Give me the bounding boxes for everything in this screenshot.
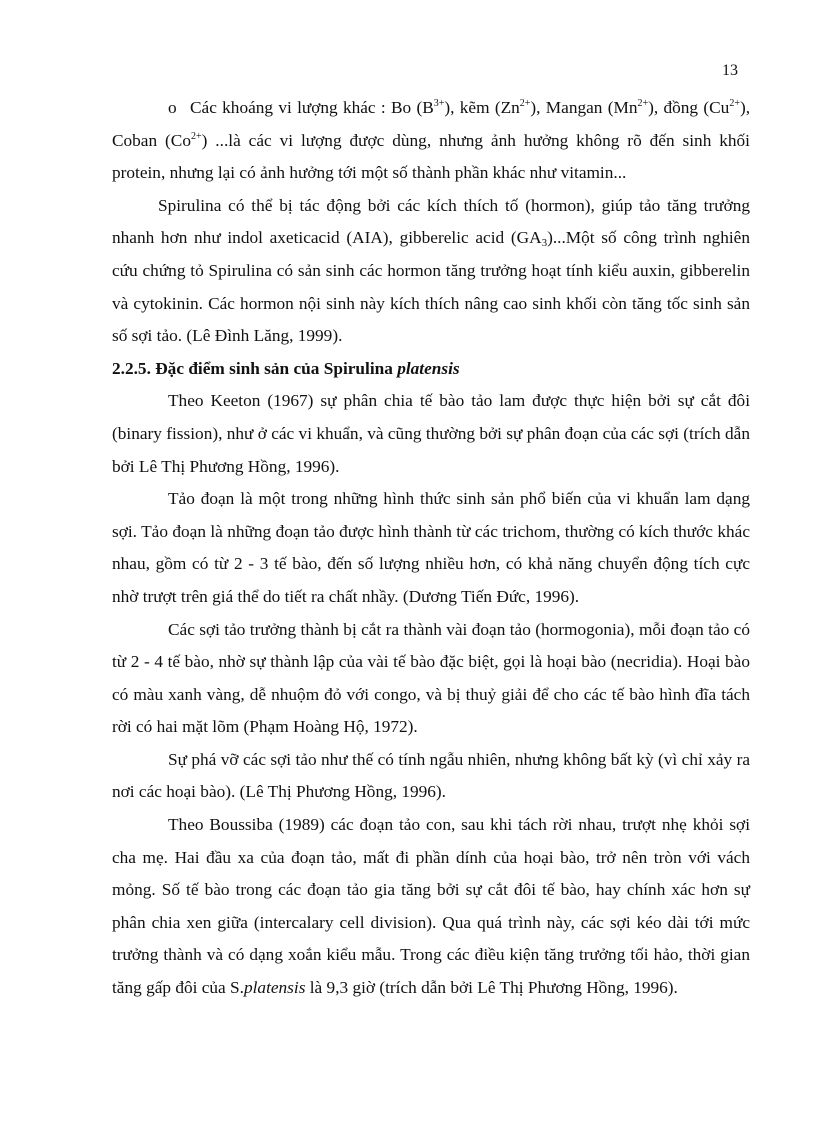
paragraph: Sự phá vỡ các sợi tảo như thế có tính ngẫu nhiên, nhưng không bất kỳ (vì chỉ xảy ra nơi các hoại bào). (Lê Thị Phương Hồng, 1996). bbox=[112, 749, 750, 802]
paragraph-boussiba: Theo Boussiba (1989) các đoạn tảo con, sau khi tách rời nhau, trượt nhẹ khỏi sợi cha mẹ. Hai đầu xa của đoạn tảo, mất đi phần dính của hoại bào, trở nên tròn với vách mỏng. Số tế bào trong các đoạn tảo gia tăng bởi sự cắt đôi tế bào, hay chính xác hơn sự phân chia xen giữa (intercalary cell division). Qua quá trình này, các sợi kéo dài tới mức trưởng thành và có dạng xoắn kiểu mẫu. Trong các điều kiện tăng trưởng tối hảo, thời gian tăng gấp đôi của S.platensis là 9,3 giờ (trích dẫn bởi Lê Thị Phương Hồng, 1996). bbox=[112, 815, 750, 998]
paragraph: Tảo đoạn là một trong những hình thức sinh sản phổ biến của vi khuẩn lam dạng sợi. Tảo đoạn là những đoạn tảo được hình thành từ các trichom, thường có kích thước khác nhau, gồm có từ 2 - 3 tế bào, đến số lượng nhiều hơn, có khả năng chuyển động tích cực nhờ trượt trên giá thể do tiết ra chất nhầy. (Dương Tiến Đức, 1996). bbox=[112, 489, 750, 606]
paragraph: Các sợi tảo trưởng thành bị cắt ra thành vài đoạn tảo (hormogonia), mỗi đoạn tảo có từ 2 - 4 tế bào, nhờ sự thành lập của vài tế bào đặc biệt, gọi là hoại bào (necridia). Hoại bào có màu xanh vàng, dễ nhuộm đỏ với congo, và bị thuỷ giải để cho các tế bào hình đĩa tách rời có hai mặt lõm (Phạm Hoàng Hộ, 1972). bbox=[112, 619, 750, 737]
paragraph: Theo Keeton (1967) sự phân chia tế bào tảo lam được thực hiện bởi sự cắt đôi (binary fission), như ở các vi khuẩn, và cũng thường bởi sự phân đoạn của các sợi (trích dẫn bởi Lê Thị Phương Hồng, 1996). bbox=[112, 391, 750, 476]
document-body bbox=[112, 92, 750, 1005]
section-heading: 2.2.5. Đặc điểm sinh sản của Spirulina platensis bbox=[112, 358, 460, 378]
bullet-marker: o bbox=[168, 98, 177, 117]
page-number: 13 bbox=[722, 62, 738, 79]
paragraph-hormone: Spirulina có thể bị tác động bởi các kích thích tố (hormon), giúp tảo tăng trưởng nhanh hơn như indol axeticacid (AIA), gibberelic acid $(GA_3)...Một$ số công trình nghiên cứu chứng tỏ Spirulina có sản sinh các hormon tăng trưởng hoạt tính kiểu auxin, gibberelin và cytokinin. Các hormon nội sinh này kích thích nâng cao sinh khối còn tăng tốc sinh sản số sợi tảo. (Lê Đình Lăng, 1999). bbox=[112, 195, 750, 346]
bullet-trace-minerals: o Các khoáng vi lượng khác : Bo $(B^{3+})$, kẽm $(Zn^{2+})$, Mangan $(Mn^{2+})$, đồng $(Cu^{2+})$, Coban $(Co^{2+})$ ...là các vi lượng được dùng, nhưng ảnh hưởng không rõ đến sinh khối protein, nhưng lại có ảnh hưởng tới một số thành phần khác như vitamin... bbox=[112, 92, 750, 190]
